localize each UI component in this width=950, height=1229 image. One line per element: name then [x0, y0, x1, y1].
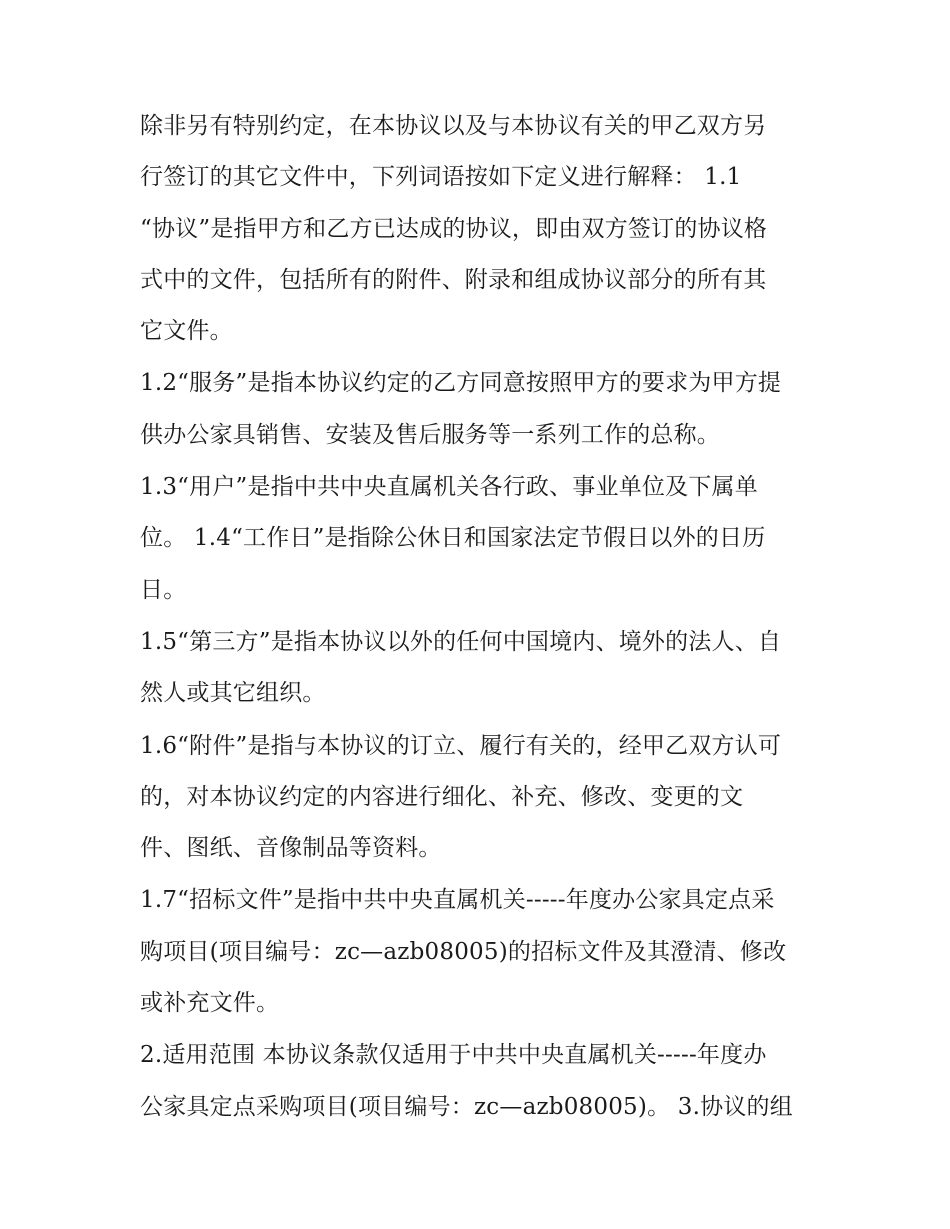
- paragraph-definitions-intro: 除非另有特别约定，在本协议以及与本协议有关的甲乙双方另 行签订的其它文件中，下列词语按如下定义进行解释： 1.1 “协议”是指甲方和乙方已达成的协议，即由双方签订的协议格 式中的文件，包括所有的附件、附录和组成协议部分的所有其 它文件。: [140, 113, 768, 345]
- paragraph-scope-of-application: 2.适用范围 本协议条款仅适用于中共中央直属机关-----年度办 公家具定点采购项目(项目编号：zc—azb08005)。 3.协议的组: [140, 1042, 793, 1120]
- paragraph-attachment-definition: 1.6“附件”是指与本协议的订立、履行有关的，经甲乙双方认可 的，对本协议约定的内容进行细化、补充、修改、变更的文 件、图纸、音像制品等资料。: [140, 732, 782, 862]
- document-body: [140, 101, 820, 1134]
- paragraph-service-definition: 1.2“服务”是指本协议约定的乙方同意按照甲方的要求为甲方提 供办公家具销售、安装及售后服务等一系列工作的总称。: [140, 370, 782, 448]
- paragraph-third-party-definition: 1.5“第三方”是指本协议以外的任何中国境内、境外的法人、自 然人或其它组织。: [140, 628, 782, 707]
- paragraph-user-workday-definition: 1.3“用户”是指中共中央直属机关各行政、事业单位及下属单 位。 1.4“工作日”是指除公休日和国家法定节假日以外的日历 日。: [140, 474, 766, 603]
- paragraph-tender-document-definition: 1.7“招标文件”是指中共中央直属机关-----年度办公家具定点采 购项目(项目编号：zc—azb08005)的招标文件及其澄清、修改 或补充文件。: [140, 887, 787, 1017]
